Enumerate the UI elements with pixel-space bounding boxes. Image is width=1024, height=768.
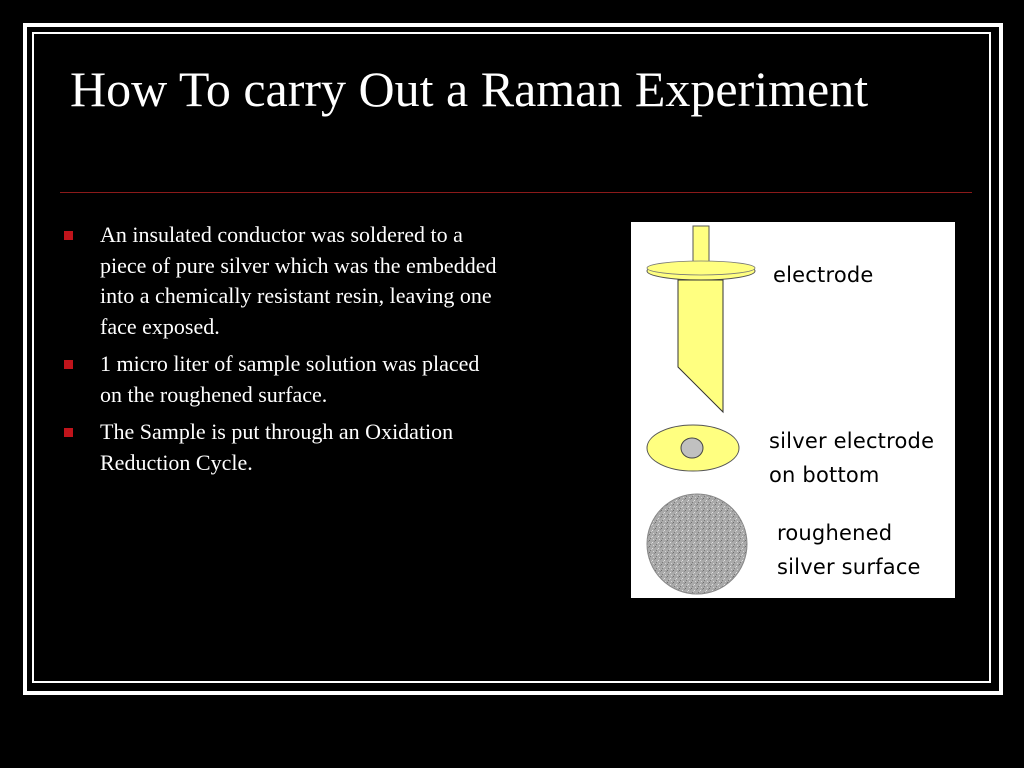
- bullet-item: [64, 417, 504, 478]
- silver-electrode-label: silver electrode: [769, 429, 935, 453]
- bullet-item: [64, 349, 504, 410]
- roughened-label: roughened: [777, 521, 893, 545]
- silver-electrode-icon: [647, 425, 739, 471]
- electrode-diagram: [631, 222, 955, 598]
- bullet-text: An insulated conductor was soldered to a piece of pure silver which was the embedded into a chemically resistant resin, leaving one face exposed.: [100, 222, 497, 339]
- electrode-icon: [647, 226, 755, 412]
- roughened-surface-icon: [647, 494, 747, 594]
- square-bullet-icon: [64, 231, 73, 240]
- square-bullet-icon: [64, 428, 73, 437]
- bullet-text: 1 micro liter of sample solution was placed on the roughened surface.: [100, 351, 480, 407]
- square-bullet-icon: [64, 360, 73, 369]
- bullet-item: [64, 220, 504, 342]
- bullet-list: [64, 220, 504, 485]
- bullet-text: The Sample is put through an Oxidation Reduction Cycle.: [100, 419, 454, 475]
- silver-electrode-label-line2: on bottom: [769, 463, 880, 487]
- title-divider: [60, 192, 972, 193]
- roughened-label-line2: silver surface: [777, 555, 921, 579]
- electrode-label: electrode: [773, 263, 874, 287]
- slide-title: How To carry Out a Raman Experiment: [70, 61, 869, 117]
